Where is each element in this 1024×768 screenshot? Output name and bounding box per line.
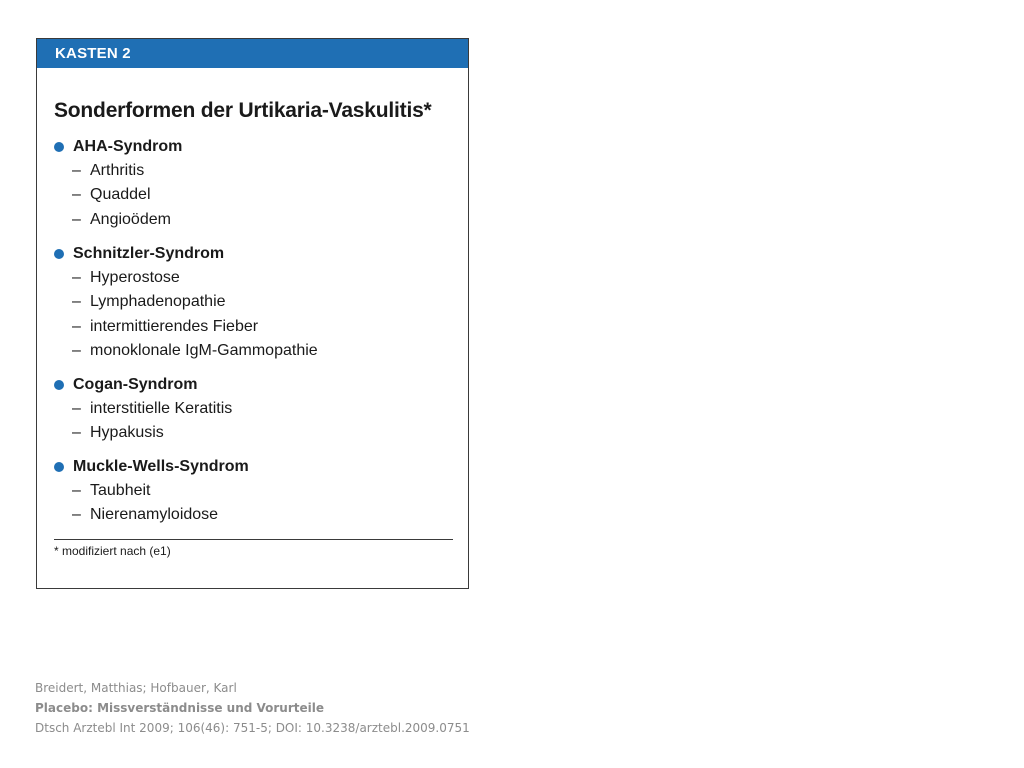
citation bbox=[35, 678, 470, 738]
citation-source: Dtsch Arztebl Int 2009; 106(46): 751-5; DOI: 10.3238/arztebl.2009.0751 bbox=[35, 721, 470, 735]
dash-icon: – bbox=[72, 269, 81, 286]
footnote: * modifiziert nach (e1) bbox=[54, 544, 171, 558]
syndrome-group bbox=[54, 135, 182, 232]
list-item-label: Quaddel bbox=[90, 186, 151, 204]
list-item-label: Lymphadenopathie bbox=[90, 293, 226, 311]
footnote-divider bbox=[54, 539, 453, 540]
group-heading bbox=[54, 242, 318, 266]
list-item-label: Arthritis bbox=[90, 162, 145, 179]
list-item bbox=[54, 479, 249, 503]
group-heading bbox=[54, 135, 182, 159]
syndrome-group bbox=[54, 242, 318, 363]
list-item bbox=[54, 421, 232, 445]
list-item-label: Taubheit bbox=[90, 482, 151, 499]
list-item-label: Nierenamyloidose bbox=[90, 506, 219, 524]
syndrome-group bbox=[54, 373, 232, 446]
list-item bbox=[54, 397, 232, 421]
bullet-icon bbox=[54, 462, 64, 472]
group-name: Cogan-Syndrom bbox=[73, 376, 198, 393]
group-heading bbox=[54, 373, 232, 397]
dash-icon: – bbox=[72, 186, 81, 204]
bullet-icon bbox=[54, 142, 64, 152]
citation-authors: Breidert, Matthias; Hofbauer, Karl bbox=[35, 681, 237, 695]
bullet-icon bbox=[54, 249, 64, 259]
list-item bbox=[54, 339, 318, 363]
list-item-label: monoklonale IgM-Gammopathie bbox=[90, 341, 318, 359]
box-header: KASTEN 2 bbox=[37, 39, 468, 68]
bullet-icon bbox=[54, 380, 64, 390]
dash-icon: – bbox=[72, 162, 81, 179]
dash-icon: – bbox=[72, 482, 81, 499]
group-name: AHA-Syndrom bbox=[73, 138, 183, 155]
dash-icon: – bbox=[72, 341, 81, 359]
list-item-label: Hypakusis bbox=[90, 424, 164, 442]
list-item-label: Angioödem bbox=[90, 210, 171, 228]
group-name: Muckle-Wells-Syndrom bbox=[73, 458, 249, 475]
list-item bbox=[54, 159, 182, 183]
list-item bbox=[54, 315, 318, 339]
dash-icon: – bbox=[72, 293, 81, 311]
dash-icon: – bbox=[72, 506, 81, 524]
syndrome-group bbox=[54, 455, 249, 528]
list-item bbox=[54, 183, 182, 207]
list-item-label: Hyperostose bbox=[90, 269, 180, 286]
dash-icon: – bbox=[72, 317, 81, 335]
info-box bbox=[36, 38, 469, 589]
group-heading bbox=[54, 455, 249, 479]
list-item bbox=[54, 208, 182, 232]
list-item-label: interstitielle Keratitis bbox=[90, 400, 233, 417]
list-item-label: intermittierendes Fieber bbox=[90, 317, 259, 335]
group-name: Schnitzler-Syndrom bbox=[73, 245, 225, 262]
dash-icon: – bbox=[72, 400, 81, 417]
citation-title: Placebo: Missverständnisse und Vorurteile bbox=[35, 701, 325, 715]
list-item bbox=[54, 290, 318, 314]
list-item bbox=[54, 266, 318, 290]
dash-icon: – bbox=[72, 424, 81, 442]
dash-icon: – bbox=[72, 210, 81, 228]
box-title: Sonderformen der Urtikaria-Vaskulitis* bbox=[54, 99, 432, 122]
list-item bbox=[54, 503, 249, 527]
